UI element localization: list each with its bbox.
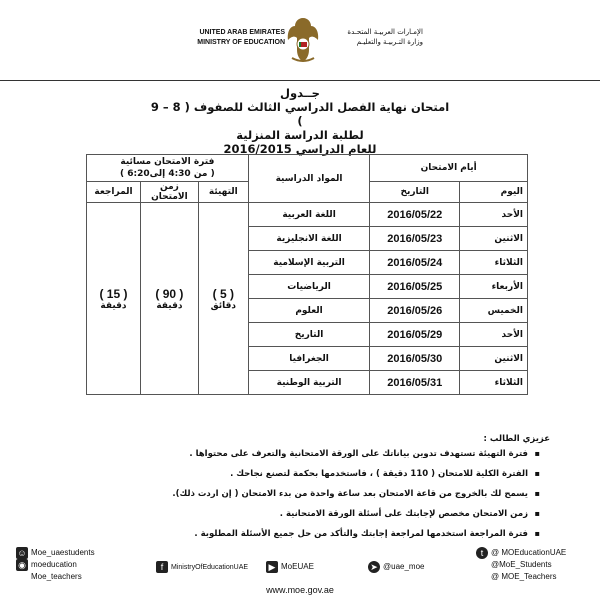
- arabic-ministry-title: [323, 27, 423, 47]
- table-cell-date: 2016/05/25: [370, 275, 460, 299]
- title-line-2: امتحان نهاية الفصل الدراسي الثالث للصفوف ( 8 – 9 ): [150, 100, 450, 128]
- telegram-handle[interactable]: @uae_moe: [383, 562, 425, 572]
- facebook-group: [156, 561, 248, 573]
- social-left-group: [16, 547, 146, 583]
- table-cell-day: الثلاثاء: [460, 371, 528, 395]
- table-cell-day: الثلاثاء: [460, 251, 528, 275]
- table-cell-subject: التاريخ: [248, 323, 370, 347]
- exam-time-col-header: زمن الامتحان: [140, 182, 198, 203]
- document-footer: [0, 543, 600, 600]
- table-cell-day: الاثنين: [460, 347, 528, 371]
- table-cell-date: 2016/05/23: [370, 227, 460, 251]
- notes-list: [60, 448, 550, 540]
- spacer-icon: [16, 571, 28, 583]
- prep-unit: دقائق: [210, 300, 236, 311]
- list-item: ▪ الفترة الكلية للامتحان ( 110 دقيقة ) ، فاستخدمها بحكمة لتصنع نجاحك .: [60, 468, 528, 480]
- youtube-icon: ▶: [266, 561, 278, 573]
- ar-line-2: وزارة التـربيـة والتعليـم: [356, 38, 423, 46]
- en-line-1: UNITED ARAB EMIRATES: [199, 29, 285, 36]
- english-ministry-title: [190, 28, 285, 48]
- period-time: ( من 4:30 إلى6:20 ): [119, 169, 215, 179]
- exam-unit: دقيقة: [156, 300, 183, 311]
- prep-duration: [198, 203, 248, 395]
- header-divider: [0, 80, 600, 81]
- title-line-4: للعام الدراسي 2016/2015: [223, 142, 377, 156]
- list-item: ▪ فترة المراجعة استخدمها لمراجعة إجابتك والتأكد من حل جميع الأسئلة المطلوبة .: [60, 528, 528, 540]
- facebook-handle[interactable]: MinistryOfEducationUAE: [171, 563, 249, 571]
- document-title: [150, 86, 450, 156]
- ar-line-1: الإمـارات العربيـة المتحـدة: [347, 28, 423, 36]
- twitter-icon: t: [476, 547, 488, 559]
- list-item: ▪ فترة التهيئة تستهدف تدوين بياناتك على الورقة الامتحانية والتعرف على محتواها .: [60, 448, 528, 460]
- table-cell-subject: اللغة الانجليزية: [248, 227, 370, 251]
- review-duration: [87, 203, 141, 395]
- telegram-icon: ➤: [368, 561, 380, 573]
- table-cell-day: الخميس: [460, 299, 528, 323]
- table-cell-subject: العلوم: [248, 299, 370, 323]
- instagram-icon: ◉: [16, 559, 28, 571]
- facebook-icon: f: [156, 561, 168, 573]
- uae-emblem-icon: [286, 14, 320, 66]
- website-url[interactable]: www.moe.gov.ae: [266, 585, 334, 595]
- prep-value: ( 5 ): [212, 286, 234, 301]
- table-cell-subject: اللغة العربية: [248, 203, 370, 227]
- days-header: أيام الامتحان: [370, 155, 528, 182]
- review-value: ( 15 ): [99, 286, 128, 301]
- list-item: ▪ زمن الامتحان مخصص لإجابتك على أسئلة الورقة الامتحانية .: [60, 508, 528, 520]
- list-item: ▪ يسمح لك بالخروج من قاعة الامتحان بعد ساعة واحدة من بدء الامتحان ( إن اردت ذلك).: [60, 488, 528, 500]
- table-cell-date: 2016/05/31: [370, 371, 460, 395]
- title-line-3: لطلبة الدراسة المنزلية: [236, 128, 364, 142]
- exam-value: ( 90 ): [155, 286, 184, 301]
- spacer-icon: [476, 571, 488, 583]
- exam-schedule-table: [86, 154, 528, 395]
- snapchat-icon: ☺: [17, 548, 27, 558]
- table-cell-subject: الجغرافيا: [248, 347, 370, 371]
- prep-col-header: التهيئة: [198, 182, 248, 203]
- review-unit: دقيقة: [100, 300, 127, 311]
- review-col-header: المراجعة: [87, 182, 141, 203]
- document-header: [0, 0, 600, 82]
- table-cell-date: 2016/05/24: [370, 251, 460, 275]
- table-cell-day: الأربعاء: [460, 275, 528, 299]
- youtube-handle[interactable]: MoEUAE: [281, 562, 314, 572]
- notes-header: عزيزي الطالب :: [483, 434, 550, 444]
- spacer-icon: [476, 559, 488, 571]
- instagram-handle[interactable]: moeducation: [31, 560, 77, 570]
- teachers-handle[interactable]: Moe_teachers: [31, 572, 82, 582]
- period-header: [87, 155, 249, 182]
- twitter-handle-3[interactable]: @ MOE_Teachers: [491, 572, 557, 582]
- table-cell-date: 2016/05/22: [370, 203, 460, 227]
- table-cell-day: الاثنين: [460, 227, 528, 251]
- date-col-header: التاريخ: [370, 182, 460, 203]
- student-notes: [60, 434, 550, 548]
- table-cell-date: 2016/05/30: [370, 347, 460, 371]
- en-line-2: MINISTRY OF EDUCATION: [197, 39, 285, 46]
- twitter-handle-1[interactable]: @ MOEducationUAE: [491, 548, 567, 558]
- title-line-1: جــدول: [280, 86, 320, 100]
- table-cell-day: الأحد: [460, 323, 528, 347]
- telegram-group: [368, 561, 424, 573]
- day-col-header: اليوم: [460, 182, 528, 203]
- social-right-group: [476, 547, 586, 583]
- youtube-group: [266, 561, 314, 573]
- table-cell-date: 2016/05/26: [370, 299, 460, 323]
- table-cell-subject: التربية الوطنية: [248, 371, 370, 395]
- exam-duration: [140, 203, 198, 395]
- subjects-header: المواد الدراسية: [248, 155, 370, 203]
- table-cell-subject: التربية الإسلامية: [248, 251, 370, 275]
- table-cell-day: الأحد: [460, 203, 528, 227]
- table-cell-date: 2016/05/29: [370, 323, 460, 347]
- table-cell-subject: الرياضيات: [248, 275, 370, 299]
- twitter-handle-2[interactable]: @MoE_Students: [491, 560, 552, 570]
- period-title: فترة الامتحان مسائية: [120, 157, 215, 167]
- snapchat-handle[interactable]: Moe_uaestudents: [31, 548, 95, 558]
